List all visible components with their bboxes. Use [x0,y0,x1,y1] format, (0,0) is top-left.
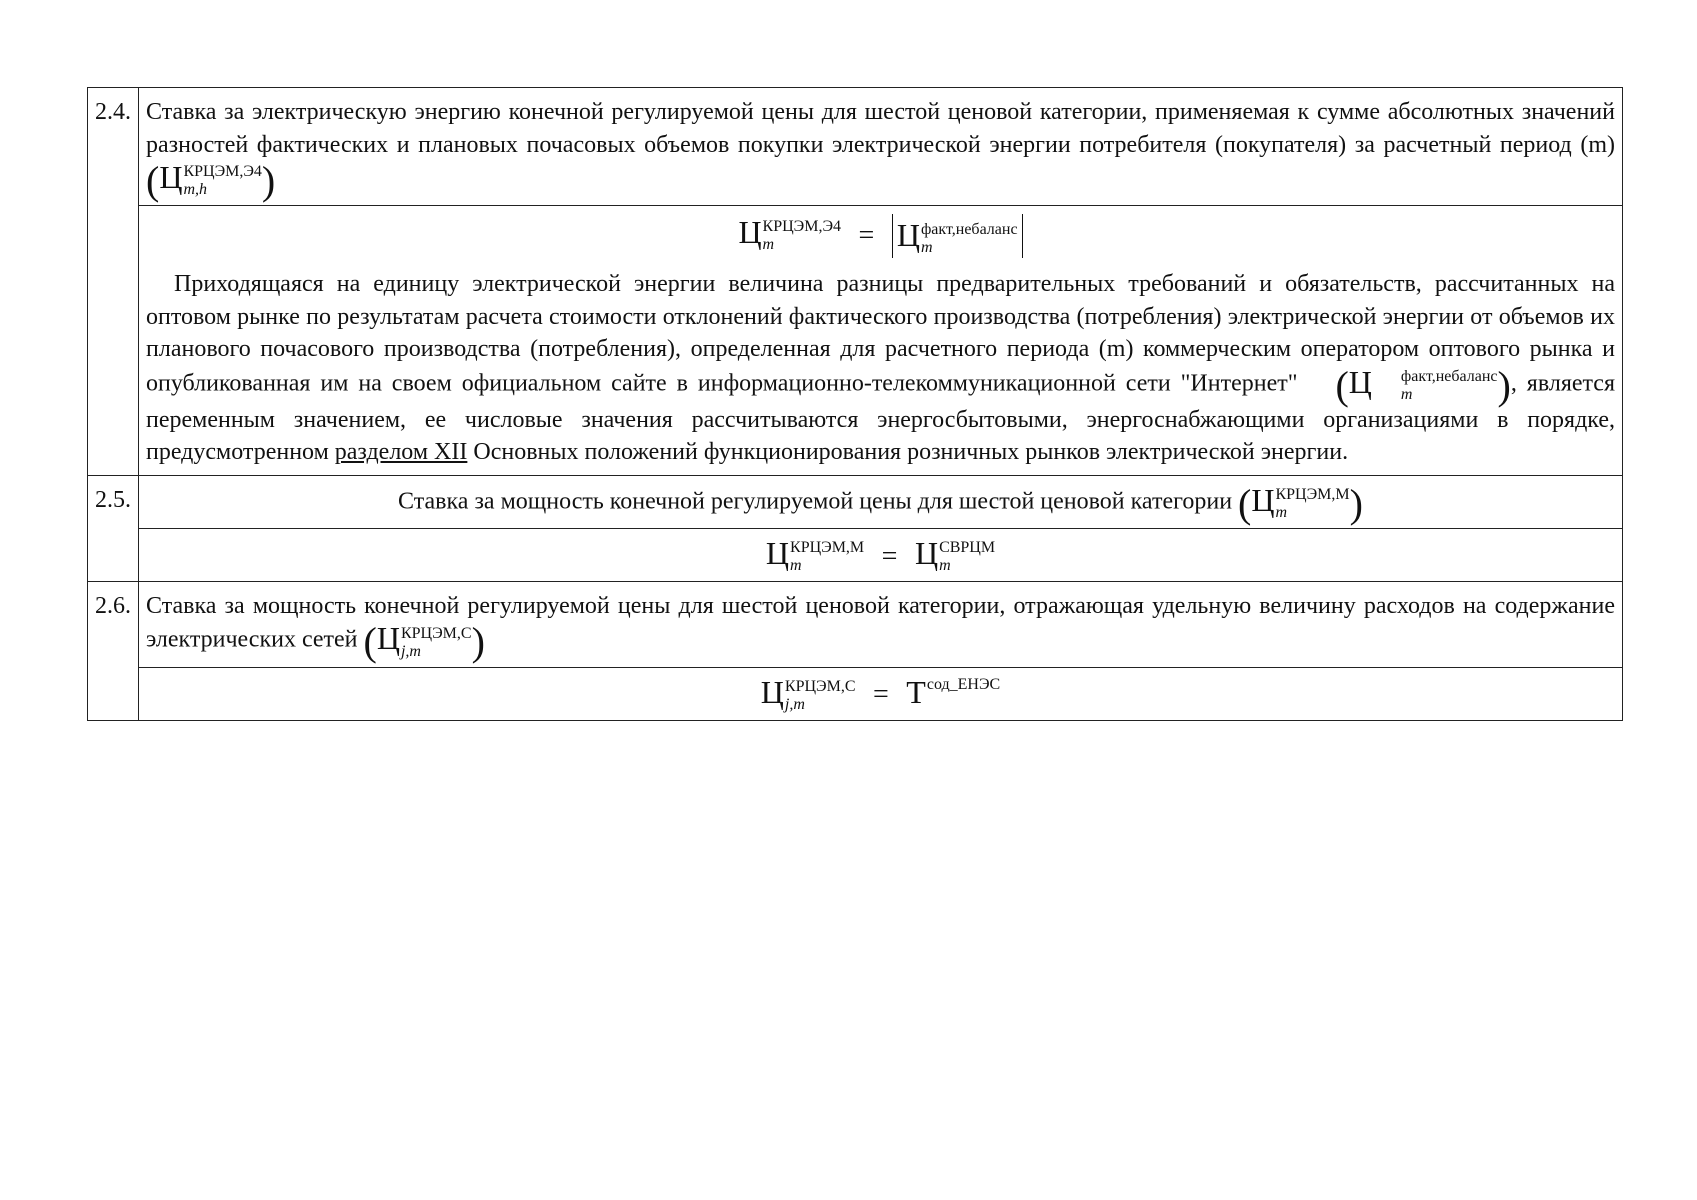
table-row [88,581,1623,667]
formula: Ц КРЦЭМ,М m = Ц СВРЦМ m [765,534,996,574]
row-formula-cell [139,667,1623,720]
tariff-table [87,87,1623,721]
row-number: 2.4. [88,88,139,476]
title-formula: (Ц КРЦЭМ,М m ) [1238,480,1363,526]
row-title [139,581,1623,667]
title-formula: (Ц КРЦЭМ,Э4 m,h ) [146,158,276,204]
row-number: 2.5. [88,475,139,581]
title-formula: (Ц КРЦЭМ,C j,m ) [363,619,485,665]
row-title-text: Ставка за мощность конечной регулируемой цены для шестой ценовой категории, отражающая удельную величину расходов на содержание электрических сетей [146,592,1615,654]
table-row [88,667,1623,720]
row-formula-cell [139,206,1623,476]
description-paragraph: Приходящаяся на единицу электрической энергии величина разницы предварительных требований и обязательств, рассчитанных на оптовом рынке по результатам расчета стоимости отклонений фактического производства (потребления) электрической энергии от объемов их планового почасового производства (потребления), определенная для расчетного периода (m) коммерческим оператором оптового рынка и опубликованная им на своем официальном сайте в информационно-телекоммуникационной сети "Интернет" (Ц факт,небаланс m ), является переменным значением, ее числовые значения рассчитываются энергосбытовыми, энергоснабжающими организациями в порядке, предусмотренном разделом XII Основных положений функционирования розничных рынков электрической энергии. [146,271,1615,466]
table-row [88,206,1623,476]
table-row [88,88,1623,206]
row-title [139,475,1623,528]
table-row [88,475,1623,528]
row-number: 2.6. [88,581,139,720]
row-title-text: Ставка за электрическую энергию конечной регулируемой цены для шестой ценовой категории, применяемая к сумме абсолютных значений разностей фактических и плановых почасовых объемов покупки электрической энергии потребителя (покупателя) за расчетный период (m) [146,99,1615,158]
section-link[interactable]: разделом XII [334,439,468,466]
formula: Ц КРЦЭМ,C j,m = Т сод_ЕНЭС [760,673,1001,713]
row-title [139,88,1623,206]
formula: Ц КРЦЭМ,Э4 m = Ц факт,небаланс m [146,214,1615,258]
row-title-text: Ставка за мощность конечной регулируемой цены для шестой ценовой категории [398,488,1233,515]
table-row [88,528,1623,581]
row-formula-cell [139,528,1623,581]
document-page [87,87,1623,721]
inline-formula: (Ц факт,небаланс m ) [1335,362,1511,408]
